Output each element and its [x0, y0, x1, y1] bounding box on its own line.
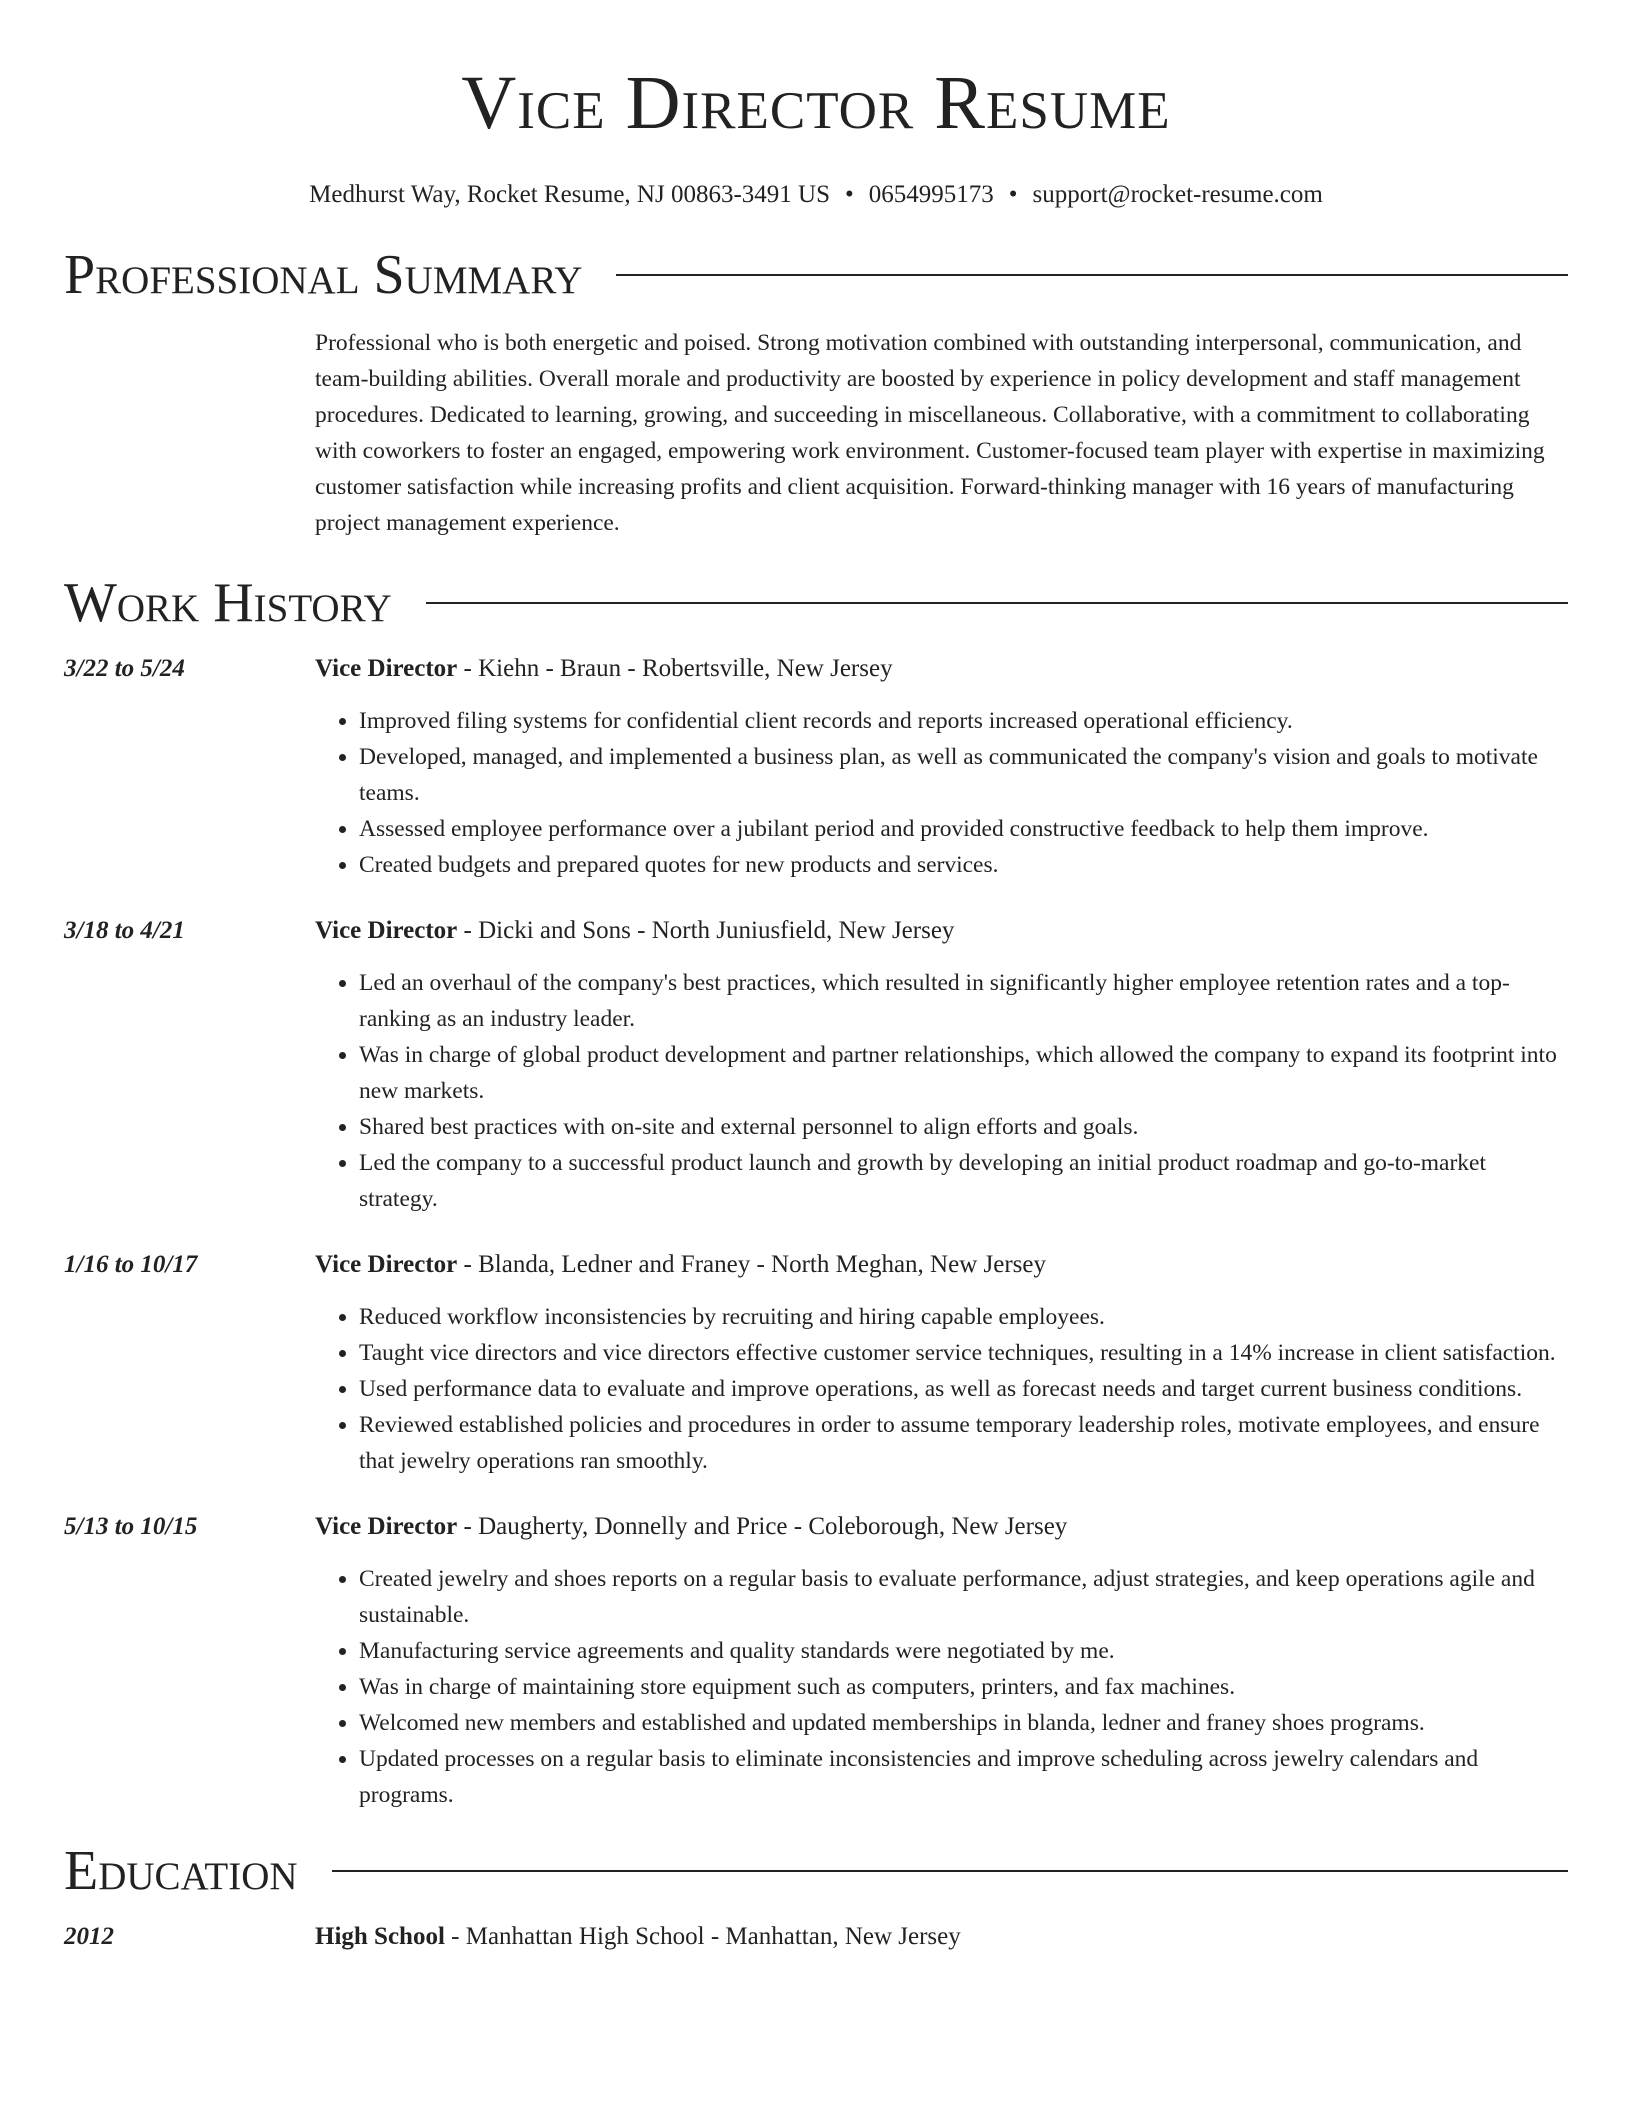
contact-separator: • — [1008, 180, 1018, 208]
job-entry — [64, 1247, 1568, 1479]
job-details: - Daugherty, Donnelly and Price - Coleborough, New Jersey — [457, 1512, 1068, 1540]
list-item: • Led an overhaul of the company's best practices, which resulted in significantly higher employee retention rates and a top-ranking as an industry leader. — [359, 965, 1568, 1037]
job-entry — [64, 651, 1568, 883]
list-item: • Used performance data to evaluate and improve operations, as well as forecast needs and target current business conditions. — [359, 1371, 1568, 1407]
list-item: • Reduced workflow inconsistencies by recruiting and hiring capable employees. — [359, 1299, 1568, 1335]
resume-title: Vice Director Resume — [461, 61, 1171, 145]
list-item: • Led the company to a successful product launch and growth by developing an initial product roadmap and go-to-market strategy. — [359, 1145, 1568, 1217]
section-divider — [332, 1870, 1568, 1872]
list-item: • Updated processes on a regular basis to eliminate inconsistencies and improve scheduling across jewelry calendars and programs. — [359, 1741, 1568, 1813]
job-heading — [315, 1509, 1568, 1545]
job-bullets — [315, 965, 1568, 1217]
job-bullets — [315, 1561, 1568, 1813]
education-degree: High School — [315, 1922, 445, 1950]
contact-phone: 0654995173 — [868, 180, 994, 208]
work-section-header — [64, 571, 1568, 634]
job-title: Vice Director — [315, 1250, 458, 1278]
summary-heading: Professional Summary — [64, 243, 583, 306]
job-title: Vice Director — [315, 654, 458, 682]
job-title: Vice Director — [315, 916, 458, 944]
section-divider — [426, 602, 1568, 604]
list-item: • Developed, managed, and implemented a business plan, as well as communicated the company's vision and goals to motivate teams. — [359, 739, 1568, 811]
list-item: • Was in charge of maintaining store equipment such as computers, printers, and fax machines. — [359, 1669, 1568, 1705]
job-details: - Kiehn - Braun - Robertsville, New Jersey — [457, 654, 893, 682]
education-heading: Education — [64, 1839, 298, 1902]
education-details: - Manhattan High School - Manhattan, New Jersey — [444, 1922, 961, 1950]
list-item: • Manufacturing service agreements and quality standards were negotiated by me. — [359, 1633, 1568, 1669]
job-dates: 3/18 to 4/21 — [64, 916, 185, 944]
summary-text: Professional who is both energetic and poised. Strong motivation combined with outstanding interpersonal, communication, and team-building abilities. Overall morale and productivity are boosted by experience in policy development and staff management procedures. Dedicated to learning, growing, and succeeding in miscellaneous. Collaborative, with a commitment to collaborating with coworkers to foster an engaged, empowering work environment. Customer-focused team player with expertise in maximizing customer satisfaction while increasing profits and client acquisition. Forward-thinking manager with 16 years of manufacturing project management experience. — [315, 329, 1545, 536]
job-entry — [64, 1509, 1568, 1813]
job-details: - Blanda, Ledner and Franey - North Meghan, New Jersey — [457, 1250, 1046, 1278]
list-item: • Shared best practices with on-site and external personnel to align efforts and goals. — [359, 1109, 1568, 1145]
job-details: - Dicki and Sons - North Juniusfield, New Jersey — [457, 916, 955, 944]
education-heading-line — [315, 1919, 1568, 1955]
list-item: • Created jewelry and shoes reports on a regular basis to evaluate performance, adjust strategies, and keep operations agile and sustainable. — [359, 1561, 1568, 1633]
job-entry — [64, 913, 1568, 1217]
job-heading — [315, 1247, 1568, 1283]
contact-address: Medhurst Way, Rocket Resume, NJ 00863-3491 US — [309, 180, 831, 208]
list-item: • Was in charge of global product development and partner relationships, which allowed the company to expand its footprint into new markets. — [359, 1037, 1568, 1109]
list-item: • Created budgets and prepared quotes for new products and services. — [359, 847, 1568, 883]
list-item: • Reviewed established policies and procedures in order to assume temporary leadership roles, motivate employees, and ensure that jewelry operations ran smoothly. — [359, 1407, 1568, 1479]
list-item: • Improved filing systems for confidential client records and reports increased operational efficiency. — [359, 703, 1568, 739]
job-dates: 5/13 to 10/15 — [64, 1512, 198, 1540]
contact-email: support@rocket-resume.com — [1032, 180, 1323, 208]
list-item: • Assessed employee performance over a jubilant period and provided constructive feedback to help them improve. — [359, 811, 1568, 847]
list-item: • Welcomed new members and established and updated memberships in blanda, ledner and franey shoes programs. — [359, 1705, 1568, 1741]
job-heading — [315, 651, 1568, 687]
contact-separator: • — [845, 180, 854, 208]
work-heading: Work History — [64, 571, 392, 634]
education-dates: 2012 — [64, 1922, 114, 1950]
education-entry — [64, 1919, 1568, 1955]
job-heading — [315, 913, 1568, 949]
list-item: • Taught vice directors and vice directors effective customer service techniques, resulting in a 14% increase in client satisfaction. — [359, 1335, 1568, 1371]
section-divider — [616, 274, 1568, 276]
job-title: Vice Director — [315, 1512, 458, 1540]
summary-section-header — [64, 243, 1568, 306]
job-bullets — [315, 1299, 1568, 1479]
job-dates: 1/16 to 10/17 — [64, 1250, 198, 1278]
job-dates: 3/22 to 5/24 — [64, 654, 185, 682]
education-section-header — [64, 1839, 1568, 1902]
contact-line — [64, 182, 1568, 207]
job-bullets — [315, 703, 1568, 883]
